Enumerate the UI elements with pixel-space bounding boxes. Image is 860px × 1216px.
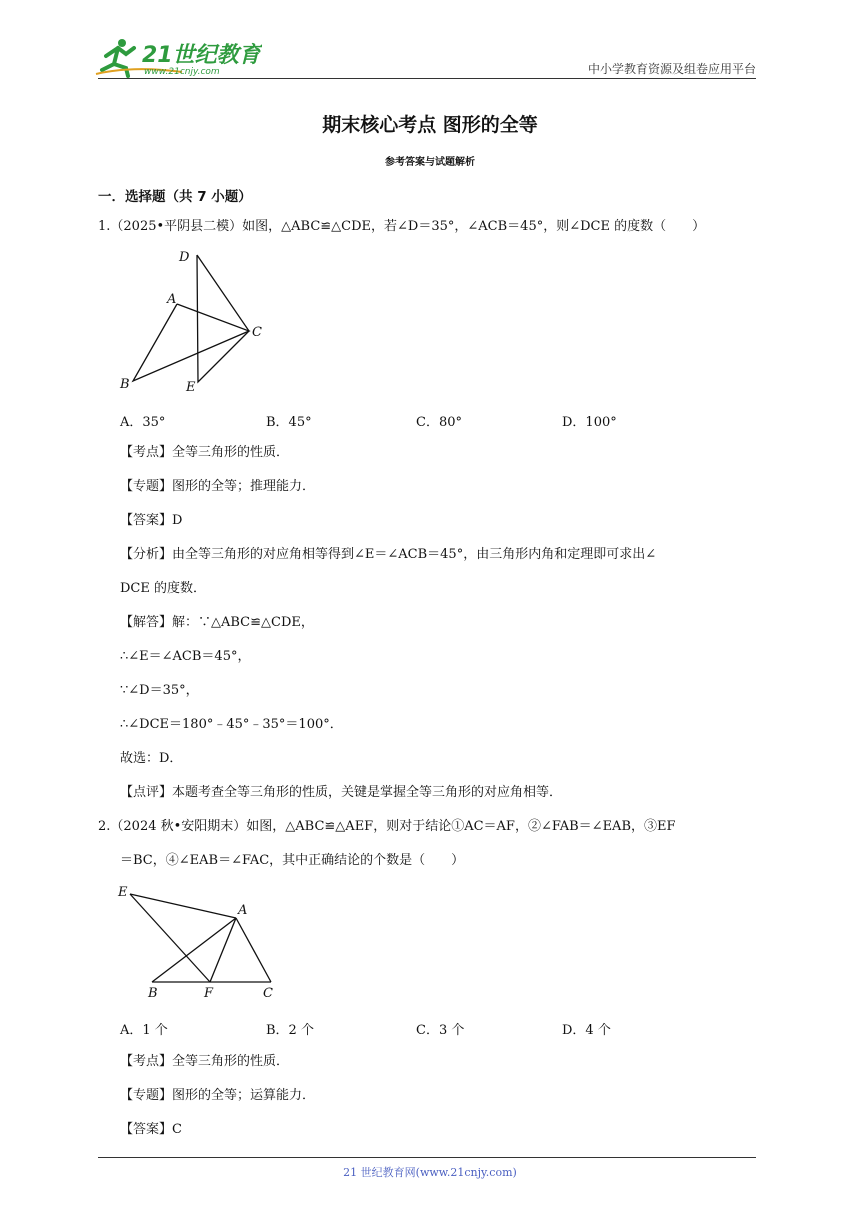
q2-label-a: A — [238, 903, 248, 918]
q1-choice: 故选：D． — [120, 751, 183, 766]
q2-label-f: F — [204, 986, 214, 1001]
logo-text: 21世纪教育 — [142, 43, 261, 68]
q1-option-b: B．45° — [266, 415, 312, 430]
q1-analysis-1: 【分析】由全等三角形的对应角相等得到∠E＝∠ACB＝45°，由三角形内角和定理即可求出∠ — [120, 547, 657, 562]
logo-url: www.21cnjy.com — [144, 67, 220, 77]
q1-stem: 1.（2025•平阴县二模）如图，△ABC≌△CDE，若∠D＝35°，∠ACB＝45°，则∠DCE 的度数（ ） — [98, 219, 706, 234]
q1-label-e: E — [186, 380, 196, 395]
q2-option-a: A．1 个 — [120, 1023, 168, 1038]
footer-divider — [98, 1157, 756, 1158]
section-heading: 一．选择题（共 7 小题） — [98, 189, 252, 205]
q1-option-d: D．100° — [562, 415, 617, 430]
q1-option-c: C．80° — [416, 415, 462, 430]
q2-label-e: E — [118, 885, 128, 900]
footer-link[interactable]: 21 世纪教育网(www.21cnjy.com) — [343, 1166, 517, 1179]
q2-option-d: D．4 个 — [562, 1023, 611, 1038]
q2-stem-1: 2.（2024 秋•安阳期末）如图，△ABC≌△AEF，则对于结论①AC＝AF，②∠FAB＝∠EAB，③EF — [98, 819, 676, 834]
q1-figure — [116, 246, 276, 396]
q1-step-3: ∴∠DCE＝180°﹣45°﹣35°＝100°． — [120, 717, 343, 732]
q1-analysis-2: DCE 的度数． — [120, 581, 206, 596]
q1-option-a: A．35° — [120, 415, 166, 430]
q2-option-b: B．2 个 — [266, 1023, 314, 1038]
q1-label-c: C — [252, 325, 262, 340]
q1-zhuanti: 【专题】图形的全等；推理能力． — [120, 479, 316, 494]
q1-step-1: ∴∠E＝∠ACB＝45°， — [120, 649, 251, 664]
q2-zhuanti: 【专题】图形的全等；运算能力． — [120, 1088, 316, 1103]
q2-answer: 【答案】C — [120, 1122, 182, 1137]
q1-answer: 【答案】D — [120, 513, 183, 528]
q1-solution: 【解答】解：∵△ABC≌△CDE， — [120, 615, 314, 630]
q1-label-d: D — [179, 250, 190, 265]
header-divider — [98, 78, 756, 79]
q1-label-b: B — [120, 377, 130, 392]
q1-label-a: A — [167, 292, 177, 307]
q2-stem-2: ＝BC，④∠EAB＝∠FAC，其中正确结论的个数是（ ） — [120, 853, 465, 868]
q1-comment: 【点评】本题考查全等三角形的性质，关键是掌握全等三角形的对应角相等． — [120, 785, 563, 800]
q2-label-b: B — [148, 986, 158, 1001]
page-title: 期末核心考点 图形的全等 — [322, 114, 538, 136]
logo — [92, 34, 262, 78]
header-platform-text: 中小学教育资源及组卷应用平台 — [587, 62, 756, 76]
page-subtitle: 参考答案与试题解析 — [385, 157, 475, 168]
q2-kaodian: 【考点】全等三角形的性质． — [120, 1054, 290, 1069]
q2-option-c: C．3 个 — [416, 1023, 465, 1038]
q2-figure — [114, 880, 284, 1002]
q1-kaodian: 【考点】全等三角形的性质． — [120, 445, 290, 460]
q2-label-c: C — [263, 986, 273, 1001]
q1-step-2: ∵∠D＝35°， — [120, 683, 199, 698]
